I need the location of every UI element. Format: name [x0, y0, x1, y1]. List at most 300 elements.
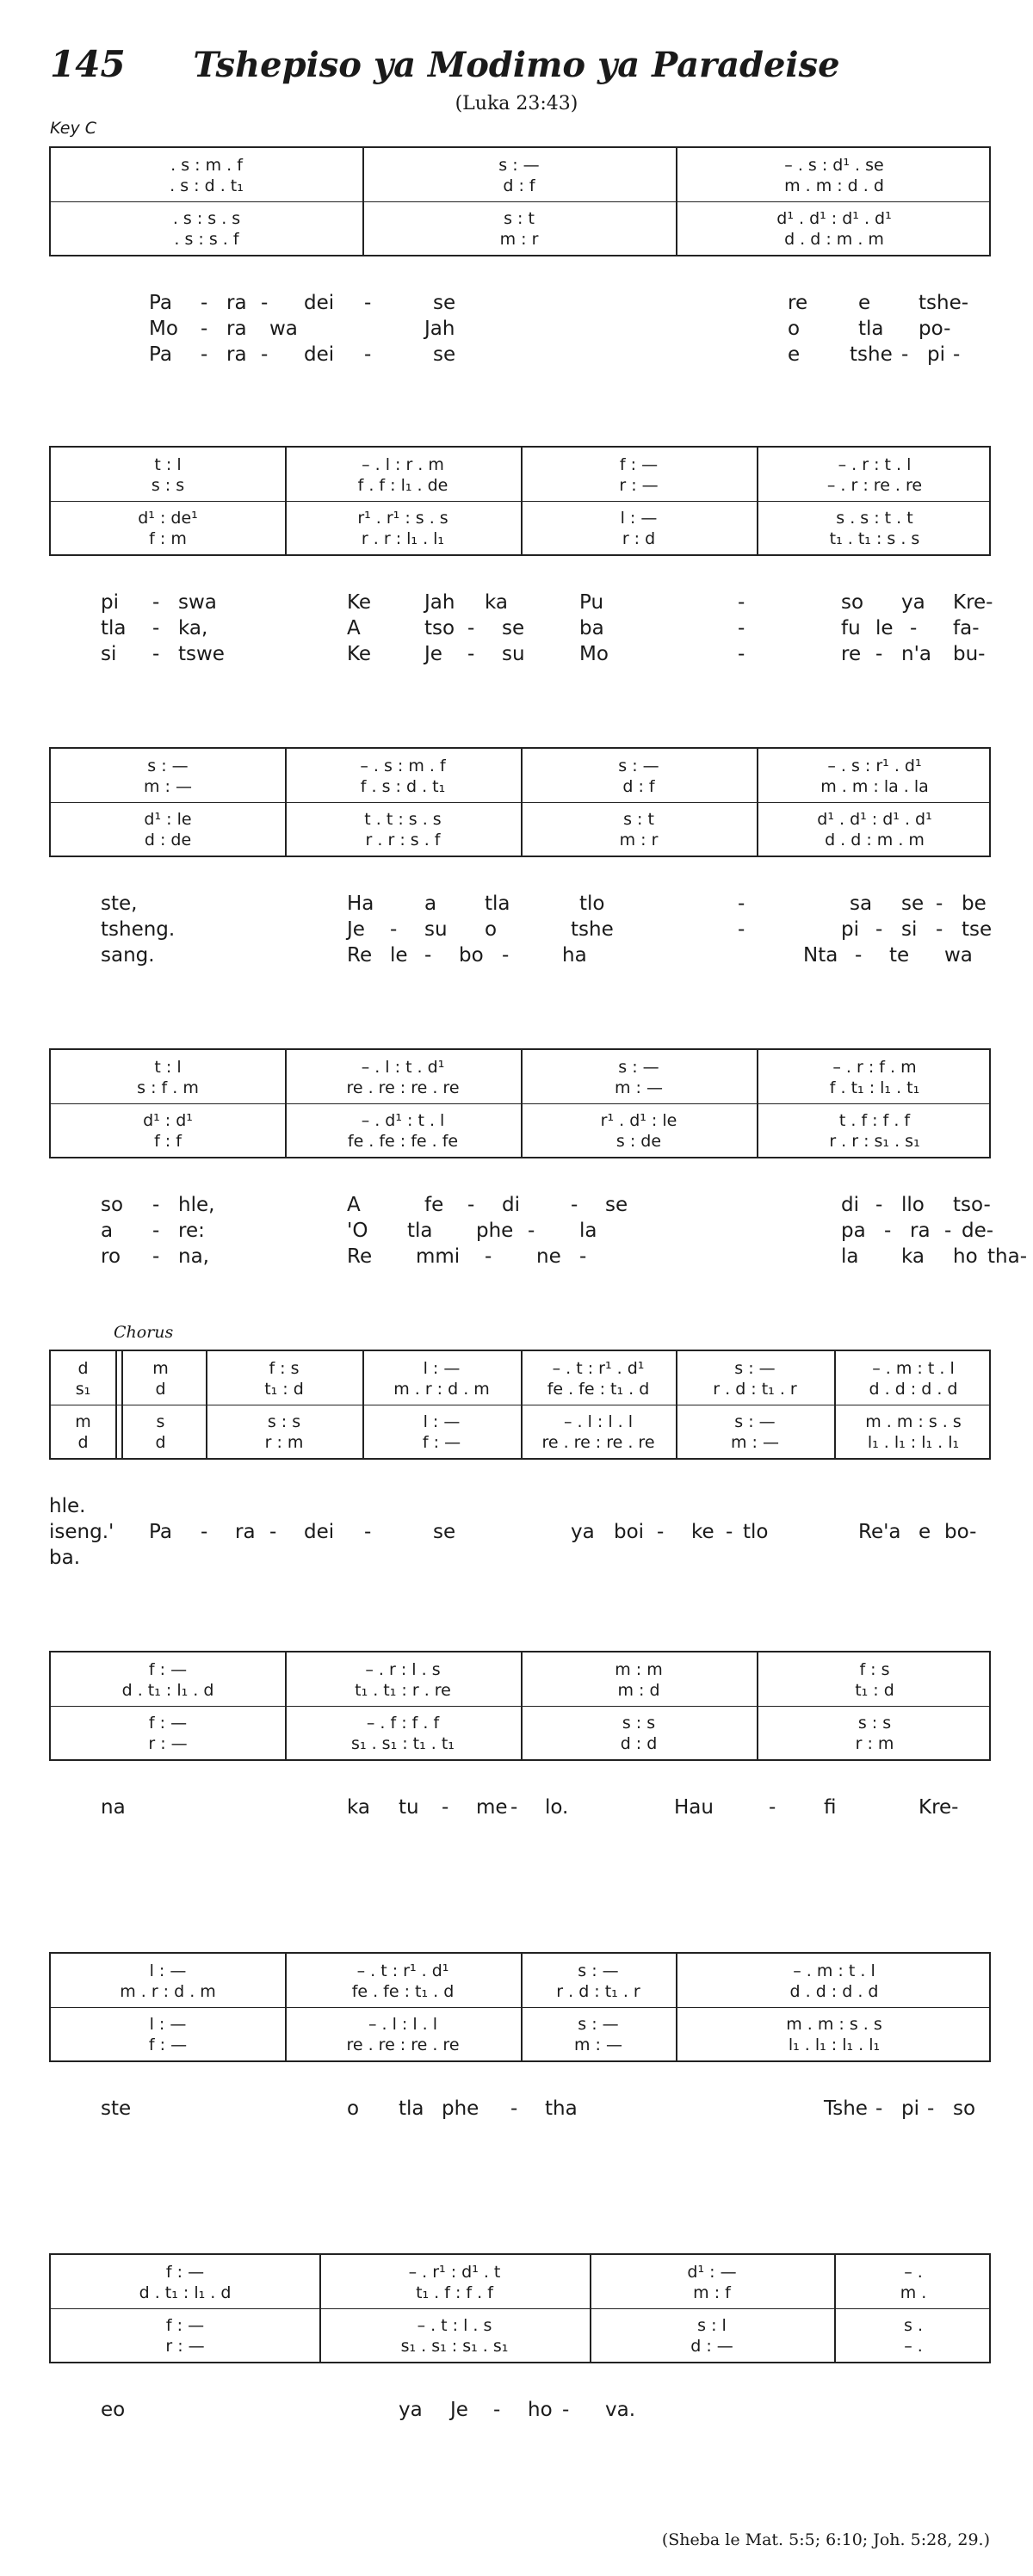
lyric-syllable: va.	[605, 2399, 636, 2421]
note-cell: – . r¹ : d¹ . t	[408, 2263, 501, 2282]
lyric-syllable: ba.	[49, 1547, 81, 1569]
note-cell: r : —	[165, 2337, 205, 2356]
chorus-label: Chorus	[114, 1323, 174, 1342]
note-cell: t : l	[154, 1058, 182, 1077]
lyric-syllable: ke	[691, 1521, 714, 1543]
lyric-syllable: tla	[407, 1220, 433, 1242]
note-cell: – . m : t . l	[793, 1961, 875, 1980]
note-cell: d . d : m . m	[784, 230, 884, 249]
note-cell: m . m : s . s	[865, 1412, 962, 1431]
lyric-syllable: ho	[528, 2399, 553, 2421]
lyric-line	[49, 2097, 991, 2121]
note-row	[51, 1713, 989, 1733]
lyric-line	[49, 892, 991, 916]
note-cell: s : f . m	[137, 1078, 199, 1097]
lyric-syllable: Je	[450, 2399, 468, 2421]
lyric-syllable: -	[936, 893, 943, 915]
music-system	[49, 2253, 991, 2363]
lyric-syllable: Mo	[149, 318, 178, 340]
note-cell: s : —	[578, 1961, 619, 1980]
note-cell: m : —	[144, 777, 192, 796]
lyric-syllable: wa	[269, 318, 298, 340]
lyric-syllable: le	[390, 944, 408, 967]
lyric-syllable: ra	[910, 1220, 931, 1242]
lyric-syllable: -	[738, 643, 745, 665]
note-cell: t₁ : d	[855, 1681, 894, 1700]
lyric-syllable: phe	[476, 1220, 514, 1242]
note-cell: d : —	[690, 2337, 733, 2356]
lyric-syllable: pi	[927, 343, 945, 366]
note-cell: d : f	[503, 176, 535, 195]
lyric-syllable: hle,	[178, 1194, 215, 1216]
lyric-syllable: ra	[235, 1521, 256, 1543]
lyric-syllable: na,	[178, 1245, 209, 1268]
note-cell: d	[77, 1433, 89, 1452]
note-cell: m . m : d . d	[784, 176, 884, 195]
lyric-syllable: sa	[850, 893, 873, 915]
lyric-syllable: ne	[536, 1245, 561, 1268]
lyric-syllable: -	[467, 1194, 475, 1216]
lyric-syllable: tha-	[987, 1245, 1027, 1268]
note-row	[51, 155, 989, 176]
note-cell: s .	[904, 2316, 923, 2335]
lyric-syllable: ho	[953, 1245, 978, 1268]
note-cell: re . re : re . re	[541, 1433, 655, 1452]
lyric-syllable: su	[424, 918, 448, 941]
lyric-syllable: di	[502, 1194, 520, 1216]
lyric-syllable: -	[201, 343, 208, 366]
lyric-syllable: a	[101, 1220, 114, 1242]
lyric-syllable: si	[901, 918, 918, 941]
lyric-syllable: se	[433, 292, 456, 314]
footnote: (Sheba le Mat. 5:5; 6:10; Joh. 5:28, 29.)	[661, 2530, 990, 2549]
note-cell: l₁ . l₁ : l₁ . l₁	[788, 2035, 881, 2054]
lyric-syllable: si	[101, 643, 117, 665]
note-cell: m . m : la . la	[820, 777, 929, 796]
lyric-syllable: la	[841, 1245, 859, 1268]
lyric-syllable: -	[442, 1796, 449, 1819]
lyric-syllable: -	[875, 2097, 883, 2120]
note-row	[51, 508, 989, 528]
lyric-syllable: o	[485, 918, 498, 941]
lyric-syllable: Ke	[347, 591, 372, 614]
note-cell: . s : d . t₁	[170, 176, 244, 195]
note-cell: m : —	[615, 1078, 663, 1097]
lyric-syllable: -	[528, 1220, 535, 1242]
lyric-syllable: na	[101, 1796, 126, 1819]
lyric-syllable: Kre-	[919, 1796, 959, 1819]
note-cell: r¹ . d¹ : le	[600, 1111, 677, 1130]
lyric-syllable: pi	[901, 2097, 919, 2120]
lyric-syllable: hle.	[49, 1495, 86, 1517]
note-cell: m : d	[617, 1681, 660, 1700]
note-cell: t₁ : d	[264, 1380, 304, 1399]
lyric-syllable: ste,	[101, 893, 138, 915]
lyric-syllable: -	[467, 643, 475, 665]
lyric-syllable: Kre-	[953, 591, 993, 614]
lyric-syllable: tse	[962, 918, 993, 941]
note-cell: – . s : d¹ . se	[784, 156, 884, 175]
lyric-syllable: ra	[226, 292, 247, 314]
lyric-syllable: a	[424, 893, 437, 915]
note-cell: m . r : d . m	[393, 1380, 490, 1399]
lyric-syllable: bu-	[953, 643, 986, 665]
note-cell: d¹ . d¹ : d¹ . d¹	[817, 810, 932, 829]
note-cell: s : t	[504, 209, 535, 228]
music-system	[49, 1048, 991, 1158]
music-system	[49, 446, 991, 556]
lyric-syllable: dei	[304, 1521, 335, 1543]
lyric-syllable: ya	[901, 591, 925, 614]
note-cell: fe . fe : fe . fe	[347, 1132, 459, 1151]
note-row	[51, 1110, 989, 1131]
note-row	[51, 229, 989, 250]
lyric-syllable: -	[875, 643, 883, 665]
note-cell: . s : m . f	[170, 156, 243, 175]
lyric-syllable: -	[261, 343, 269, 366]
lyric-syllable: dei	[304, 292, 335, 314]
lyric-line	[49, 1494, 991, 1518]
lyric-syllable: -	[152, 617, 160, 639]
lyric-syllable: se	[433, 343, 456, 366]
hymn-title: Tshepiso ya Modimo ya Paradeise	[193, 45, 840, 85]
note-row	[51, 1733, 989, 1754]
lyric-syllable: e	[788, 343, 801, 366]
note-cell: – . s : m . f	[360, 757, 446, 775]
note-row	[51, 830, 989, 850]
note-cell: s : —	[498, 156, 540, 175]
lyric-syllable: -	[269, 1521, 277, 1543]
note-row	[51, 2014, 989, 2035]
lyric-syllable: be	[962, 893, 987, 915]
lyric-syllable: re	[841, 643, 862, 665]
lyric-syllable: tlo	[579, 893, 605, 915]
note-cell: s : —	[734, 1359, 776, 1378]
lyric-syllable: Pa	[149, 343, 172, 366]
note-cell: m : —	[731, 1433, 779, 1452]
music-system	[49, 1952, 991, 2062]
note-cell: s : —	[618, 757, 659, 775]
note-cell: t : l	[154, 455, 182, 474]
lyric-line	[49, 2398, 991, 2422]
lyric-syllable: tso-	[953, 1194, 991, 1216]
note-cell: t₁ . f : f . f	[416, 2283, 493, 2302]
lyric-syllable: Re	[347, 944, 373, 967]
note-row	[51, 809, 989, 830]
note-row	[51, 1057, 989, 1078]
lyric-syllable: boi	[614, 1521, 645, 1543]
lyric-syllable: -	[152, 643, 160, 665]
lyric-line	[49, 943, 991, 967]
note-cell: – .	[904, 2263, 923, 2282]
lyric-syllable: -	[261, 292, 269, 314]
note-cell: f . s : d . t₁	[360, 777, 446, 796]
lyric-syllable: -	[738, 918, 745, 941]
note-cell: – . t : l . s	[417, 2316, 492, 2335]
lyric-syllable: -	[855, 944, 863, 967]
lyric-syllable: tla	[485, 893, 510, 915]
note-cell: – . l : t . d¹	[361, 1058, 445, 1077]
note-cell: – . f : f . f	[366, 1714, 440, 1733]
lyric-syllable: -	[927, 2097, 935, 2120]
note-cell: d¹ : —	[687, 2263, 737, 2282]
note-cell: – . r : t . l	[838, 455, 912, 474]
note-cell: s : s	[857, 1714, 892, 1733]
lyric-syllable: Jah	[424, 318, 455, 340]
scripture-reference: (Luka 23:43)	[455, 93, 578, 114]
note-row	[51, 2035, 989, 2055]
note-cell: r : —	[619, 476, 659, 495]
note-cell: l : —	[423, 1412, 461, 1431]
note-row	[51, 2336, 989, 2357]
lyric-syllable: se	[901, 893, 925, 915]
note-cell: l : —	[149, 2015, 187, 2034]
note-cell: f : —	[422, 1433, 461, 1452]
lyric-syllable: Tshe	[824, 2097, 868, 2120]
note-cell: d	[77, 1359, 89, 1378]
lyric-syllable: -	[201, 292, 208, 314]
lyric-syllable: -	[152, 591, 160, 614]
lyric-syllable: -	[510, 2097, 518, 2120]
note-cell: f . f : l₁ . de	[357, 476, 448, 495]
note-row	[51, 1078, 989, 1098]
lyric-syllable: -	[485, 1245, 492, 1268]
lyric-syllable: so	[101, 1194, 124, 1216]
note-cell: s : l	[697, 2316, 727, 2335]
lyric-syllable: di	[841, 1194, 859, 1216]
note-cell: – .	[904, 2337, 923, 2356]
note-cell: m . m : s . s	[786, 2015, 882, 2034]
lyric-syllable: -	[901, 343, 909, 366]
staff-divider	[51, 802, 989, 803]
note-cell: – . r : re . re	[826, 476, 923, 495]
lyric-syllable: ra	[226, 318, 247, 340]
lyric-syllable: so	[841, 591, 864, 614]
note-cell: f : m	[149, 529, 187, 548]
note-cell: r¹ . r¹ : s . s	[357, 509, 448, 528]
lyric-syllable: -	[562, 2399, 570, 2421]
lyric-syllable: Hau	[674, 1796, 714, 1819]
lyric-syllable: -	[390, 918, 398, 941]
note-cell: s : —	[147, 757, 189, 775]
note-cell: – . r : l . s	[365, 1660, 441, 1679]
staff-divider	[51, 201, 989, 202]
note-cell: t₁ . t₁ : s . s	[829, 529, 920, 548]
lyric-syllable: ba	[579, 617, 604, 639]
note-cell: r . r : l₁ . l₁	[361, 529, 445, 548]
note-cell: d¹ : le	[144, 810, 192, 829]
lyric-syllable: pa	[841, 1220, 866, 1242]
note-cell: – . m : t . l	[872, 1359, 955, 1378]
lyric-syllable: de-	[962, 1220, 994, 1242]
note-cell: d¹ : d¹	[143, 1111, 193, 1130]
lyric-syllable: -	[152, 1194, 160, 1216]
note-row	[51, 208, 989, 229]
lyric-syllable: -	[502, 944, 510, 967]
lyric-line	[49, 1795, 991, 1819]
lyric-syllable: Nta	[803, 944, 838, 967]
note-cell: d . d : m . m	[825, 831, 925, 849]
note-cell: m : r	[619, 831, 659, 849]
note-cell: r . d : t₁ . r	[556, 1982, 640, 2001]
lyric-syllable: -	[884, 1220, 892, 1242]
note-row	[51, 1981, 989, 2002]
lyric-syllable: o	[788, 318, 801, 340]
note-cell: . s : s . s	[172, 209, 241, 228]
lyric-syllable: -	[510, 1796, 518, 1819]
note-cell: . s : s . f	[174, 230, 239, 249]
lyric-syllable: -	[424, 944, 432, 967]
lyric-syllable: fu	[841, 617, 861, 639]
lyric-syllable: -	[201, 1521, 208, 1543]
lyric-syllable: iseng.'	[49, 1521, 114, 1543]
note-cell: s₁	[75, 1380, 91, 1399]
lyric-syllable: ka	[347, 1796, 371, 1819]
note-cell: – . s : r¹ . d¹	[827, 757, 922, 775]
lyric-syllable: tso	[424, 617, 455, 639]
music-system	[49, 1651, 991, 1761]
note-row	[51, 1379, 989, 1399]
lyric-syllable: lo.	[545, 1796, 569, 1819]
lyric-syllable: tha	[545, 2097, 578, 2120]
lyric-line	[49, 642, 991, 666]
lyric-syllable: fe	[424, 1194, 444, 1216]
note-cell: s	[156, 1412, 165, 1431]
staff-divider	[51, 1103, 989, 1104]
lyric-syllable: mmi	[416, 1245, 461, 1268]
note-cell: r : —	[148, 1734, 188, 1753]
lyric-syllable: Pa	[149, 292, 172, 314]
lyric-line	[49, 291, 991, 315]
staff-divider	[51, 501, 989, 502]
note-row	[51, 1659, 989, 1680]
note-cell: s . s : t . t	[836, 509, 913, 528]
note-cell: t . f : f . f	[838, 1111, 911, 1130]
note-cell: l₁ . l₁ : l₁ . l₁	[867, 1433, 960, 1452]
note-cell: – . l : l . l	[563, 1412, 634, 1431]
lyric-line	[49, 317, 991, 341]
lyric-syllable: -	[936, 918, 943, 941]
lyric-syllable: -	[953, 343, 961, 366]
note-row	[51, 2262, 989, 2283]
note-cell: – . t : r¹ . d¹	[356, 1961, 449, 1980]
note-row	[51, 475, 989, 496]
lyric-syllable: -	[875, 1194, 883, 1216]
note-cell: r : d	[622, 529, 656, 548]
note-row	[51, 2315, 989, 2336]
note-cell: re . re : re . re	[346, 1078, 460, 1097]
note-cell: r . d : t₁ . r	[713, 1380, 797, 1399]
note-cell: f : —	[148, 2035, 188, 2054]
lyric-syllable: -	[875, 918, 883, 941]
lyric-line	[49, 917, 991, 942]
lyric-syllable: po-	[919, 318, 951, 340]
lyric-syllable: e	[858, 292, 871, 314]
lyric-syllable: ya	[399, 2399, 423, 2421]
note-cell: m : m	[615, 1660, 663, 1679]
note-row	[51, 1680, 989, 1701]
lyric-syllable: -	[738, 617, 745, 639]
note-cell: m . r : d . m	[120, 1982, 216, 2001]
note-row	[51, 176, 989, 196]
lyric-syllable: dei	[304, 343, 335, 366]
lyric-syllable: re	[788, 292, 808, 314]
lyric-syllable: so	[953, 2097, 976, 2120]
staff-divider	[51, 2007, 989, 2008]
lyric-syllable: su	[502, 643, 525, 665]
lyric-syllable: -	[910, 617, 918, 639]
note-row	[51, 1358, 989, 1379]
lyric-syllable: ka	[485, 591, 509, 614]
lyric-syllable: -	[364, 292, 372, 314]
note-row	[51, 2283, 989, 2303]
note-cell: f : —	[619, 455, 659, 474]
note-cell: f : —	[165, 2263, 205, 2282]
note-cell: fe . fe : t₁ . d	[547, 1380, 650, 1399]
note-cell: f : —	[165, 2316, 205, 2335]
music-system	[49, 747, 991, 857]
lyric-syllable: -	[467, 617, 475, 639]
note-cell: – . r : f . m	[832, 1058, 917, 1077]
lyric-syllable: pi	[841, 918, 859, 941]
lyric-syllable: tlo	[743, 1521, 769, 1543]
lyric-syllable: tla	[101, 617, 127, 639]
note-cell: s₁ . s₁ : t₁ . t₁	[351, 1734, 455, 1753]
note-cell: s : —	[734, 1412, 776, 1431]
lyric-syllable: phe	[442, 2097, 479, 2120]
note-cell: m	[75, 1412, 91, 1431]
lyric-syllable: ro	[101, 1245, 121, 1268]
note-row	[51, 528, 989, 549]
lyric-syllable: -	[944, 1220, 952, 1242]
note-cell: s : s	[151, 476, 185, 495]
note-row	[51, 1131, 989, 1152]
note-cell: s : t	[623, 810, 654, 829]
lyric-syllable: llo	[901, 1194, 925, 1216]
note-cell: m : —	[574, 2035, 622, 2054]
music-system	[49, 146, 991, 256]
lyric-syllable: tshe-	[919, 292, 969, 314]
note-cell: s : s	[267, 1412, 301, 1431]
note-cell: r : m	[855, 1734, 894, 1753]
lyric-syllable: -	[493, 2399, 501, 2421]
lyric-syllable: -	[738, 893, 745, 915]
note-row	[51, 1412, 989, 1432]
lyric-syllable: -	[571, 1194, 578, 1216]
note-cell: d : d	[620, 1734, 658, 1753]
lyric-syllable: o	[347, 2097, 360, 2120]
lyric-line	[49, 1245, 1027, 1269]
lyric-syllable: Ha	[347, 893, 374, 915]
note-cell: f . t₁ : l₁ . t₁	[829, 1078, 920, 1097]
note-cell: m	[152, 1359, 169, 1378]
staff-divider	[51, 2308, 989, 2309]
lyric-line	[49, 1193, 991, 1217]
hymn-number: 145	[50, 43, 126, 85]
lyric-syllable: -	[152, 1220, 160, 1242]
lyric-syllable: tla	[399, 2097, 424, 2120]
lyric-syllable: ya	[571, 1521, 595, 1543]
note-row	[51, 756, 989, 776]
note-cell: d : f	[622, 777, 655, 796]
lyric-syllable: Re	[347, 1245, 373, 1268]
lyric-line	[49, 1219, 994, 1243]
lyric-syllable: Pu	[579, 591, 604, 614]
lyric-syllable: fa-	[953, 617, 980, 639]
lyric-syllable: -	[726, 1521, 733, 1543]
lyric-syllable: A	[347, 617, 361, 639]
lyric-syllable: -	[152, 1245, 160, 1268]
